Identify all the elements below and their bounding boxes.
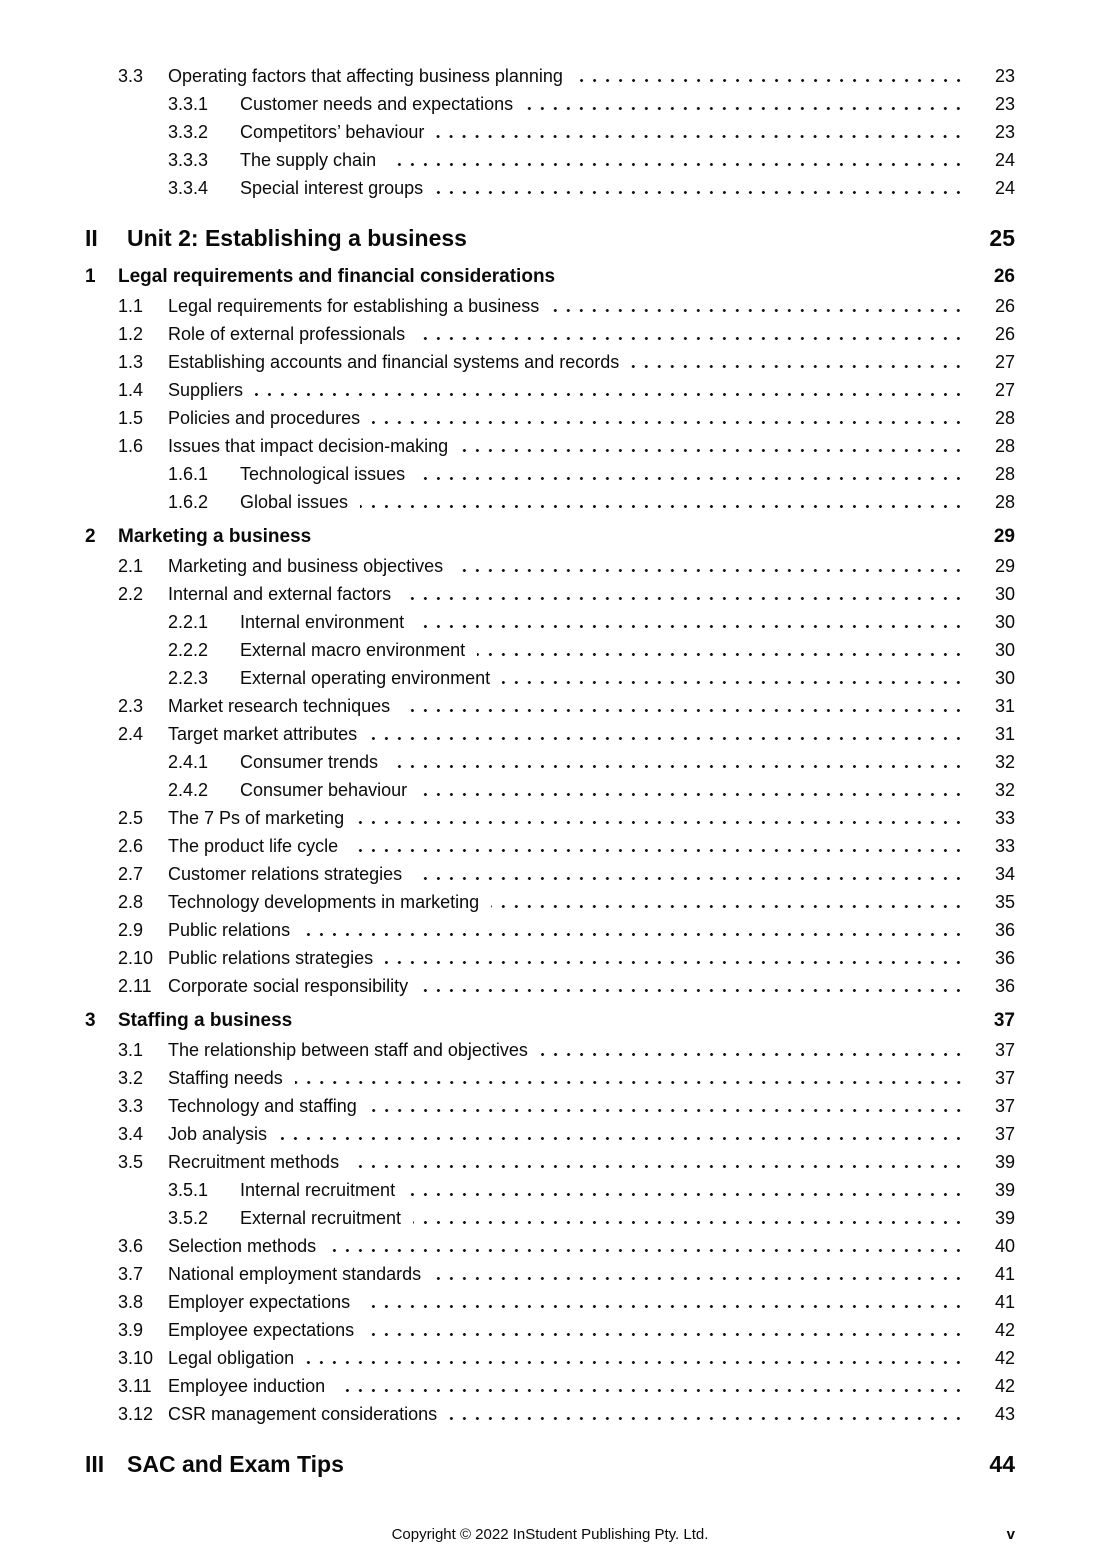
- entry-number: 3.9: [118, 1320, 144, 1340]
- entry-number: 3.1: [118, 1040, 144, 1060]
- toc-entry-3-6[interactable]: [85, 1232, 1015, 1260]
- entry-title: Competitors’ behaviour: [240, 122, 425, 142]
- entry-page: 25: [989, 225, 1015, 251]
- toc-entry-2-10[interactable]: [85, 944, 1015, 972]
- dot-leader: [302, 933, 965, 936]
- entry-page: 27: [994, 380, 1015, 400]
- entry-number: 3.2: [118, 1068, 144, 1088]
- toc-entry-3-2[interactable]: [85, 1064, 1015, 1092]
- entry-number: 3: [85, 1010, 96, 1031]
- dot-leader: [417, 477, 965, 480]
- entry-number: 1.6.2: [168, 492, 209, 512]
- entry-title: External macro environment: [240, 640, 466, 660]
- dot-leader: [295, 1081, 965, 1084]
- dot-leader: [413, 1221, 965, 1224]
- entry-number: 2: [85, 526, 96, 547]
- entry-title: Global issues: [240, 492, 349, 512]
- toc-entry-3-3[interactable]: [85, 1092, 1015, 1120]
- toc-entry-2-2-2[interactable]: [85, 636, 1015, 664]
- toc-entry-3-9[interactable]: [85, 1316, 1015, 1344]
- toc-entry-2-1[interactable]: [85, 552, 1015, 580]
- entry-title: Employee induction: [168, 1376, 326, 1396]
- toc-entry-2-4[interactable]: [85, 720, 1015, 748]
- toc-entry-2-3[interactable]: [85, 692, 1015, 720]
- entry-number: 2.9: [118, 920, 144, 940]
- entry-title: Employer expectations: [168, 1292, 351, 1312]
- entry-number: 2.8: [118, 892, 144, 912]
- entry-title: The product life cycle: [168, 836, 339, 856]
- entry-number: 2.7: [118, 864, 144, 884]
- entry-title: Issues that impact decision-making: [168, 436, 449, 456]
- entry-page: 34: [994, 864, 1015, 884]
- entry-number: 2.6: [118, 836, 144, 856]
- toc-entry-2-8[interactable]: [85, 888, 1015, 916]
- toc-entry-1-5[interactable]: [85, 404, 1015, 432]
- dot-leader: [337, 1389, 965, 1392]
- entry-title: National employment standards: [168, 1264, 422, 1284]
- entry-number: 3.11: [118, 1376, 152, 1396]
- toc-entry-3[interactable]: [85, 1006, 1015, 1036]
- dot-leader: [433, 1277, 965, 1280]
- entry-title: Operating factors that affecting business planning: [168, 66, 563, 86]
- entry-page: 26: [994, 296, 1015, 316]
- dot-leader: [551, 309, 965, 312]
- entry-title: Technology developments in marketing: [168, 892, 480, 912]
- entry-title: SAC and Exam Tips: [127, 1451, 344, 1477]
- entry-number: 2.3: [118, 696, 144, 716]
- entry-number: 3.3.3: [168, 150, 209, 170]
- entry-title: Internal environment: [240, 612, 405, 632]
- entry-title: Consumer behaviour: [240, 780, 408, 800]
- entry-number: II: [85, 225, 98, 251]
- entry-number: 3.6: [118, 1236, 144, 1256]
- toc-entry-3-8[interactable]: [85, 1288, 1015, 1316]
- toc-entry-2[interactable]: [85, 522, 1015, 552]
- toc-entry-3-5-2[interactable]: [85, 1204, 1015, 1232]
- entry-number: 3.3.4: [168, 178, 209, 198]
- entry-title: Internal recruitment: [240, 1180, 396, 1200]
- dot-leader: [420, 989, 965, 992]
- entry-page: 33: [994, 808, 1015, 828]
- entry-number: 2.5: [118, 808, 144, 828]
- toc-entry-1[interactable]: [85, 262, 1015, 292]
- entry-page: 28: [994, 436, 1015, 456]
- toc-entry-1-6[interactable]: [85, 432, 1015, 460]
- dot-leader: [477, 653, 965, 656]
- entry-title: Legal requirements and financial considerations: [118, 266, 556, 287]
- entry-page: 30: [994, 668, 1015, 688]
- entry-title: Consumer trends: [240, 752, 379, 772]
- dot-leader: [279, 1137, 965, 1140]
- dot-leader: [416, 625, 965, 628]
- dot-leader: [385, 961, 965, 964]
- entry-number: 1.4: [118, 380, 144, 400]
- toc-entry-3-1[interactable]: [85, 1036, 1015, 1064]
- entry-page: 32: [994, 752, 1015, 772]
- entry-number: 1.3: [118, 352, 144, 372]
- dot-leader: [449, 1417, 965, 1420]
- dot-leader: [407, 1193, 965, 1196]
- entry-number: 2.1: [118, 556, 144, 576]
- entry-page: 23: [994, 122, 1015, 142]
- entry-page: 37: [994, 1096, 1015, 1116]
- toc-entry-3-3-1[interactable]: [85, 90, 1015, 118]
- dot-leader: [356, 821, 965, 824]
- dot-leader: [575, 79, 965, 82]
- entry-number: 3.3.2: [168, 122, 209, 142]
- entry-number: 3.12: [118, 1404, 154, 1424]
- entry-number: 1: [85, 266, 96, 287]
- entry-page: 24: [994, 178, 1015, 198]
- toc-entry-2-2-3[interactable]: [85, 664, 1015, 692]
- entry-title: CSR management considerations: [168, 1404, 438, 1424]
- entry-title: External operating environment: [240, 668, 491, 688]
- entry-number: 2.2.3: [168, 668, 209, 688]
- entry-number: 2.2.2: [168, 640, 209, 660]
- entry-title: Establishing accounts and financial systems and records: [168, 352, 620, 372]
- entry-title: The supply chain: [240, 150, 377, 170]
- dot-leader: [350, 849, 965, 852]
- entry-title: Role of external professionals: [168, 324, 406, 344]
- toc-entry-3-11[interactable]: [85, 1372, 1015, 1400]
- entry-number: 3.3.1: [168, 94, 209, 114]
- entry-page: 37: [994, 1040, 1015, 1060]
- entry-page: 23: [994, 94, 1015, 114]
- dot-leader: [360, 505, 965, 508]
- dot-leader: [414, 877, 965, 880]
- entry-number: 3.3: [118, 1096, 144, 1116]
- entry-title: Recruitment methods: [168, 1152, 340, 1172]
- entry-page: 28: [994, 408, 1015, 428]
- entry-page: 23: [994, 66, 1015, 86]
- dot-leader: [369, 1109, 965, 1112]
- entry-page: 42: [994, 1348, 1015, 1368]
- entry-number: III: [85, 1451, 105, 1477]
- dot-leader: [388, 163, 965, 166]
- dot-leader: [369, 737, 965, 740]
- entry-number: 2.4.2: [168, 780, 209, 800]
- dot-leader: [419, 793, 965, 796]
- dot-leader: [436, 135, 965, 138]
- entry-title: Suppliers: [168, 380, 244, 400]
- toc-entry-2-9[interactable]: [85, 916, 1015, 944]
- entry-title: Public relations strategies: [168, 948, 374, 968]
- dot-leader: [372, 421, 965, 424]
- entry-number: 1.6: [118, 436, 144, 456]
- page-number-folio: v: [1006, 1526, 1015, 1543]
- entry-title: Technological issues: [240, 464, 406, 484]
- entry-page: 28: [994, 492, 1015, 512]
- entry-number: 3.5.1: [168, 1180, 209, 1200]
- entry-number: 2.10: [118, 948, 154, 968]
- toc-entry-3-12[interactable]: [85, 1400, 1015, 1428]
- toc-entry-3-3[interactable]: [85, 62, 1015, 90]
- entry-page: 41: [994, 1264, 1015, 1284]
- entry-page: 37: [994, 1124, 1015, 1144]
- dot-leader: [460, 449, 965, 452]
- entry-page: 31: [994, 724, 1015, 744]
- toc-entry-3-4[interactable]: [85, 1120, 1015, 1148]
- entry-title: Job analysis: [168, 1124, 268, 1144]
- toc-entry-3-5[interactable]: [85, 1148, 1015, 1176]
- entry-page: 36: [994, 976, 1015, 996]
- entry-page: 30: [994, 640, 1015, 660]
- entry-title: Marketing and business objectives: [168, 556, 444, 576]
- toc-entry-2-5[interactable]: [85, 804, 1015, 832]
- entry-title: Corporate social responsibility: [168, 976, 409, 996]
- dot-leader: [390, 765, 965, 768]
- entry-title: Marketing a business: [118, 526, 312, 547]
- dot-leader: [455, 569, 965, 572]
- toc-entry-2-4-1[interactable]: [85, 748, 1015, 776]
- entry-title: Staffing a business: [118, 1010, 293, 1031]
- entry-page: 41: [994, 1292, 1015, 1312]
- entry-number: 2.2.1: [168, 612, 209, 632]
- entry-number: 2.11: [118, 976, 152, 996]
- entry-page: 44: [989, 1451, 1015, 1477]
- entry-number: 1.2: [118, 324, 144, 344]
- table-of-contents: [85, 62, 1015, 1482]
- dot-leader: [366, 1333, 965, 1336]
- entry-number: 3.5: [118, 1152, 144, 1172]
- toc-entry-2-11[interactable]: [85, 972, 1015, 1000]
- dot-leader: [540, 1053, 965, 1056]
- entry-title: Employee expectations: [168, 1320, 355, 1340]
- entry-page: 26: [993, 266, 1015, 287]
- dot-leader: [255, 393, 965, 396]
- entry-page: 37: [994, 1068, 1015, 1088]
- entry-number: 2.4.1: [168, 752, 209, 772]
- toc-entry-1-6-1[interactable]: [85, 460, 1015, 488]
- entry-page: 42: [994, 1320, 1015, 1340]
- toc-entry-III[interactable]: [85, 1446, 1015, 1482]
- entry-number: 3.4: [118, 1124, 144, 1144]
- entry-page: 40: [994, 1236, 1015, 1256]
- toc-entry-3-7[interactable]: [85, 1260, 1015, 1288]
- toc-entry-1-6-2[interactable]: [85, 488, 1015, 516]
- dot-leader: [306, 1361, 965, 1364]
- dot-leader: [525, 107, 965, 110]
- dot-leader: [328, 1249, 965, 1252]
- dot-leader: [435, 191, 965, 194]
- entry-page: 24: [994, 150, 1015, 170]
- dot-leader: [491, 905, 965, 908]
- entry-title: The relationship between staff and objectives: [168, 1040, 528, 1060]
- entry-page: 37: [993, 1010, 1015, 1031]
- entry-number: 3.10: [118, 1348, 154, 1368]
- entry-number: 2.2: [118, 584, 144, 604]
- toc-entry-3-3-3[interactable]: [85, 146, 1015, 174]
- entry-title: Special interest groups: [240, 178, 424, 198]
- entry-title: Policies and procedures: [168, 408, 361, 428]
- entry-page: 29: [994, 556, 1015, 576]
- entry-page: 31: [994, 696, 1015, 716]
- entry-number: 3.8: [118, 1292, 144, 1312]
- toc-entry-2-2-1[interactable]: [85, 608, 1015, 636]
- entry-title: Legal requirements for establishing a business: [168, 296, 540, 316]
- entry-title: Target market attributes: [168, 724, 358, 744]
- dot-leader: [362, 1305, 965, 1308]
- entry-page: 36: [994, 920, 1015, 940]
- entry-page: 43: [994, 1404, 1015, 1424]
- toc-entry-1-2[interactable]: [85, 320, 1015, 348]
- entry-title: Customer relations strategies: [168, 864, 403, 884]
- entry-page: 35: [994, 892, 1015, 912]
- entry-title: Legal obligation: [168, 1348, 295, 1368]
- entry-page: 30: [994, 584, 1015, 604]
- entry-number: 3.5.2: [168, 1208, 209, 1228]
- entry-number: 3.3: [118, 66, 144, 86]
- toc-entry-II[interactable]: [85, 220, 1015, 256]
- dot-leader: [403, 597, 965, 600]
- dot-leader: [351, 1165, 965, 1168]
- entry-title: Technology and staffing: [168, 1096, 357, 1116]
- entry-page: 29: [993, 526, 1015, 547]
- dot-leader: [502, 681, 965, 684]
- entry-title: Customer needs and expectations: [240, 94, 514, 114]
- toc-entry-1-4[interactable]: [85, 376, 1015, 404]
- entry-page: 36: [994, 948, 1015, 968]
- entry-title: Unit 2: Establishing a business: [127, 225, 467, 251]
- entry-title: The 7 Ps of marketing: [168, 808, 345, 828]
- entry-page: 39: [994, 1208, 1015, 1228]
- entry-title: Public relations: [168, 920, 291, 940]
- entry-page: 26: [994, 324, 1015, 344]
- entry-number: 1.5: [118, 408, 144, 428]
- toc-entry-2-6[interactable]: [85, 832, 1015, 860]
- toc-entry-3-3-2[interactable]: [85, 118, 1015, 146]
- toc-entry-3-5-1[interactable]: [85, 1176, 1015, 1204]
- copyright-text: Copyright © 2022 InStudent Publishing Pty. Ltd.: [391, 1526, 709, 1543]
- page-footer: [85, 1526, 1015, 1548]
- dot-leader: [417, 337, 965, 340]
- entry-title: Selection methods: [168, 1236, 317, 1256]
- entry-title: Staffing needs: [168, 1068, 283, 1088]
- entry-number: 3.7: [118, 1264, 144, 1284]
- entry-page: 33: [994, 836, 1015, 856]
- toc-entry-2-4-2[interactable]: [85, 776, 1015, 804]
- entry-page: 27: [994, 352, 1015, 372]
- entry-number: 1.6.1: [168, 464, 209, 484]
- dot-leader: [631, 365, 965, 368]
- entry-page: 39: [994, 1152, 1015, 1172]
- toc-entry-3-10[interactable]: [85, 1344, 1015, 1372]
- entry-page: 30: [994, 612, 1015, 632]
- toc-entry-1-1[interactable]: [85, 292, 1015, 320]
- entry-number: 1.1: [118, 296, 144, 316]
- entry-page: 42: [994, 1376, 1015, 1396]
- toc-entry-1-3[interactable]: [85, 348, 1015, 376]
- entry-page: 39: [994, 1180, 1015, 1200]
- entry-title: Internal and external factors: [168, 584, 392, 604]
- entry-page: 28: [994, 464, 1015, 484]
- toc-entry-2-2[interactable]: [85, 580, 1015, 608]
- dot-leader: [402, 709, 965, 712]
- toc-entry-3-3-4[interactable]: [85, 174, 1015, 202]
- entry-title: External recruitment: [240, 1208, 402, 1228]
- entry-number: 2.4: [118, 724, 144, 744]
- toc-entry-2-7[interactable]: [85, 860, 1015, 888]
- entry-title: Market research techniques: [168, 696, 391, 716]
- entry-page: 32: [994, 780, 1015, 800]
